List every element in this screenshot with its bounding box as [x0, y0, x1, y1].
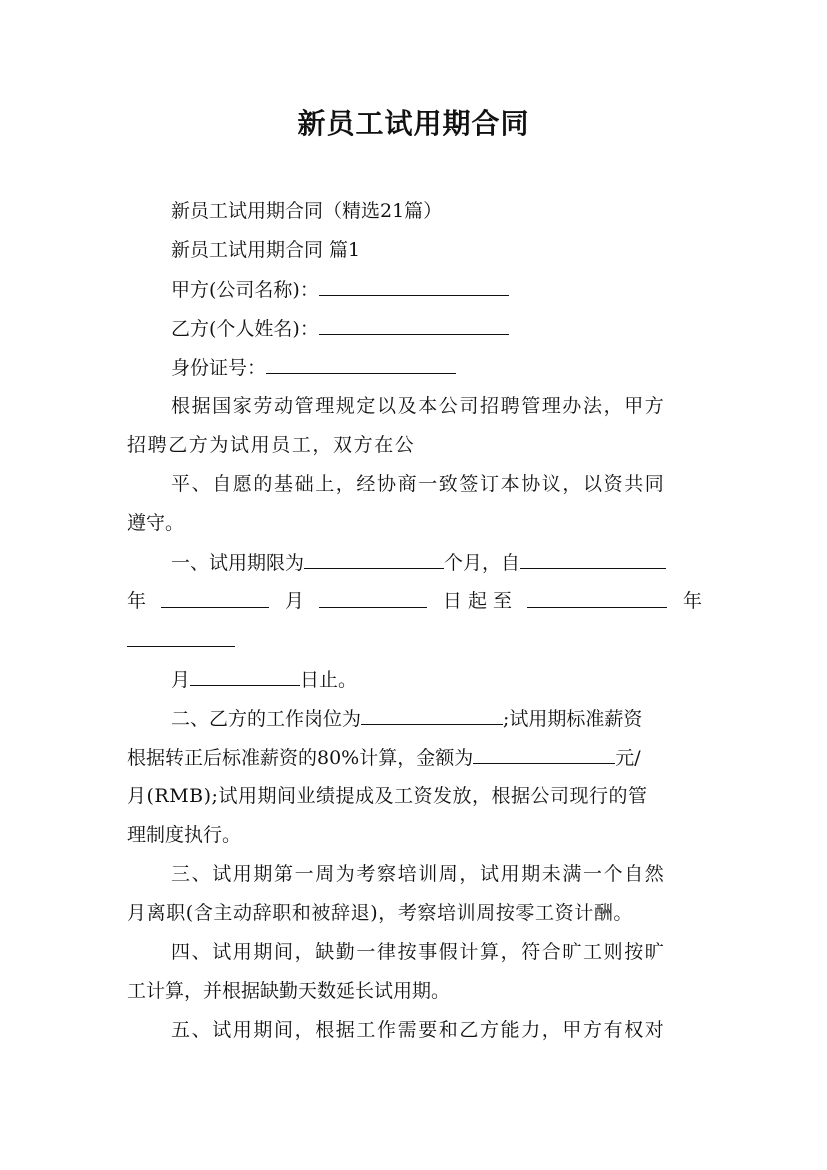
clause-2-line-2 — [127, 745, 641, 770]
clause-1-text-b: 个月，自 — [444, 552, 521, 574]
clause-1-end-day-blank — [190, 667, 300, 686]
document-title: 新员工试用期合同 — [297, 107, 530, 140]
clause-1-start-year-blank — [520, 550, 666, 569]
party-a-label: 甲方(公司名称)： — [171, 279, 319, 301]
clause-1-year2-label: 年 — [682, 590, 702, 612]
document-subtitle: 新员工试用期合同（精选21篇） — [171, 200, 443, 222]
clause-3-line-2: 月离职(含主动辞职和被辞退)，考察培训周按零工资计酬。 — [127, 902, 634, 924]
clause-1-end-year-blank — [527, 589, 667, 608]
clause-1-line-3 — [127, 628, 235, 653]
clause-4-line-1: 四、试用期间，缺勤一律按事假计算，符合旷工则按旷 — [171, 941, 666, 963]
party-b-label: 乙方(个人姓名)： — [171, 318, 319, 340]
clause-2-text-a: 二、乙方的工作岗位为 — [171, 708, 362, 730]
clause-1-day-from: 日 起 至 — [442, 590, 512, 612]
id-blank — [266, 355, 456, 374]
clause-1-end-text: 日止。 — [300, 669, 358, 691]
id-line — [171, 355, 456, 380]
clause-1-year-label: 年 — [127, 590, 147, 612]
clause-1-text-a: 一、试用期限为 — [171, 552, 305, 574]
clause-1-line-2 — [127, 589, 702, 613]
clause-2-line-4: 理制度执行。 — [127, 824, 242, 846]
clause-2-text-b: ;试用期标准薪资 — [503, 708, 643, 730]
clause-3-line-1: 三、试用期第一周为考察培训周，试用期未满一个自然 — [171, 863, 666, 885]
clause-2-line-3: 月(RMB);试用期间业绩提成及工资发放，根据公司现行的管 — [127, 785, 648, 807]
preamble-line-3: 平、自愿的基础上，经协商一致签订本协议，以资共同 — [171, 473, 666, 495]
clause-1-end-month-blank — [127, 628, 235, 647]
preamble-line-1: 根据国家劳动管理规定以及本公司招聘管理办法，甲方 — [171, 395, 666, 417]
party-b-line — [171, 316, 509, 341]
clause-4-line-2: 工计算，并根据缺勤天数延长试用期。 — [127, 980, 451, 1002]
clause-2-line-1 — [171, 706, 642, 731]
clause-1-months-blank — [304, 550, 444, 569]
clause-2-text-c: 根据转正后标准薪资的80%计算，金额为 — [127, 747, 474, 769]
clause-1-month-label: 月 — [284, 590, 304, 612]
clause-1-line-1 — [171, 550, 666, 575]
clause-2-amount-blank — [473, 745, 615, 764]
clause-1-month-end-label: 月 — [171, 669, 191, 691]
clause-5-line-1: 五、试用期间，根据工作需要和乙方能力，甲方有权对 — [171, 1019, 666, 1041]
clause-1-line-4 — [171, 667, 357, 692]
clause-1-day-blank — [319, 589, 427, 608]
party-b-blank — [319, 316, 509, 335]
preamble-line-4: 遵守。 — [127, 512, 185, 534]
section-heading: 新员工试用期合同 篇1 — [171, 239, 361, 261]
clause-2-position-blank — [361, 706, 503, 725]
id-label: 身份证号： — [171, 357, 267, 379]
clause-1-month-blank — [161, 589, 269, 608]
clause-2-text-d: 元/ — [615, 747, 641, 769]
preamble-line-2: 招聘乙方为试用员工，双方在公 — [127, 434, 416, 456]
party-a-line — [171, 277, 509, 302]
party-a-blank — [319, 277, 509, 296]
